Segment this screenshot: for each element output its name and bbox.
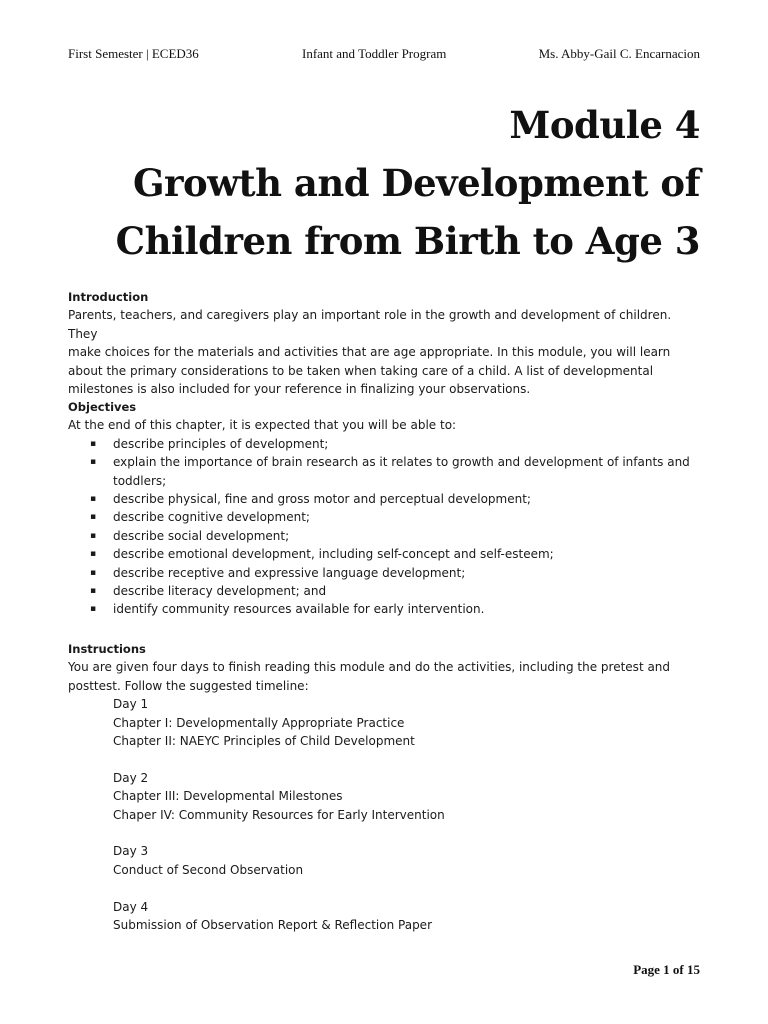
timeline xyxy=(113,695,700,934)
list-item-continuation xyxy=(68,472,700,490)
objective-text: describe physical, fine and gross motor and perceptual development; xyxy=(113,492,531,507)
objective-text: describe cognitive development; xyxy=(113,510,310,525)
day-task: Conduct of Second Observation xyxy=(113,862,304,877)
bullet-icon: ▪ xyxy=(90,512,97,523)
day-task: Chapter II: NAEYC Principles of Child Development xyxy=(113,734,415,749)
timeline-day-2 xyxy=(113,769,700,824)
list-item xyxy=(68,600,700,618)
page-header xyxy=(68,46,700,64)
instructions-line: posttest. Follow the suggested timeline: xyxy=(68,678,309,693)
list-item xyxy=(68,453,700,471)
day-task: Submission of Observation Report & Reflection Paper xyxy=(113,918,433,933)
introduction-line: Parents, teachers, and caregivers play an important role in the growth and development of children. They xyxy=(68,308,672,341)
introduction-line: about the primary considerations to be taken when taking care of a child. A list of developmental xyxy=(68,363,654,378)
objective-text: explain the importance of brain research as it relates to growth and development of infants and xyxy=(113,455,690,470)
list-item xyxy=(68,545,700,563)
timeline-day-3 xyxy=(113,842,700,879)
objective-text: describe principles of development; xyxy=(113,436,329,451)
objectives-list xyxy=(68,435,700,619)
list-item xyxy=(68,582,700,600)
day-label: Day 3 xyxy=(113,844,149,859)
day-task: Chapter III: Developmental Milestones xyxy=(113,789,343,804)
module-title-line-1: Growth and Development of xyxy=(132,161,700,205)
objectives-lead: At the end of this chapter, it is expected that you will be able to: xyxy=(68,418,457,433)
objective-text: describe social development; xyxy=(113,528,290,543)
header-program: Infant and Toddler Program xyxy=(302,46,447,61)
day-task: Chaper IV: Community Resources for Early Intervention xyxy=(113,807,445,822)
list-item xyxy=(68,508,700,526)
timeline-day-1 xyxy=(113,695,700,750)
module-title-line-2: Children from Birth to Age 3 xyxy=(115,219,700,263)
objective-text: toddlers; xyxy=(113,473,167,488)
introduction-line: milestones is also included for your reference in finalizing your observations. xyxy=(68,382,531,397)
module-number: Module 4 xyxy=(509,103,700,147)
introduction-line: make choices for the materials and activities that are age appropriate. In this module, you will learn xyxy=(68,345,671,360)
bullet-icon: ▪ xyxy=(90,530,97,541)
header-instructor: Ms. Abby-Gail C. Encarnacion xyxy=(538,46,700,61)
objectives-section xyxy=(68,398,700,619)
introduction-heading: Introduction xyxy=(68,290,149,304)
instructions-section xyxy=(68,640,700,934)
day-label: Day 4 xyxy=(113,899,149,914)
bullet-icon: ▪ xyxy=(90,438,97,449)
page-number: Page 1 of 15 xyxy=(633,962,700,977)
header-course: First Semester | ECED36 xyxy=(68,46,199,61)
list-item xyxy=(68,564,700,582)
list-item xyxy=(68,435,700,453)
bullet-icon: ▪ xyxy=(90,567,97,578)
bullet-icon: ▪ xyxy=(90,549,97,560)
introduction-section xyxy=(68,288,700,398)
timeline-day-4 xyxy=(113,898,700,935)
objectives-heading: Objectives xyxy=(68,400,137,414)
module-title xyxy=(116,96,700,270)
bullet-icon: ▪ xyxy=(90,457,97,468)
objective-text: describe emotional development, including self-concept and self-esteem; xyxy=(113,547,554,562)
objective-text: identify community resources available for early intervention. xyxy=(113,602,485,617)
list-item xyxy=(68,490,700,508)
objective-text: describe literacy development; and xyxy=(113,584,327,599)
bullet-icon: ▪ xyxy=(90,494,97,505)
day-task: Chapter I: Developmentally Appropriate Practice xyxy=(113,715,405,730)
instructions-heading: Instructions xyxy=(68,642,146,656)
day-label: Day 2 xyxy=(113,770,149,785)
instructions-line: You are given four days to finish reading this module and do the activities, including the pretest and xyxy=(68,660,671,675)
objective-text: describe receptive and expressive language development; xyxy=(113,565,466,580)
day-label: Day 1 xyxy=(113,697,149,712)
bullet-icon: ▪ xyxy=(90,586,97,597)
list-item xyxy=(68,527,700,545)
bullet-icon: ▪ xyxy=(90,604,97,615)
